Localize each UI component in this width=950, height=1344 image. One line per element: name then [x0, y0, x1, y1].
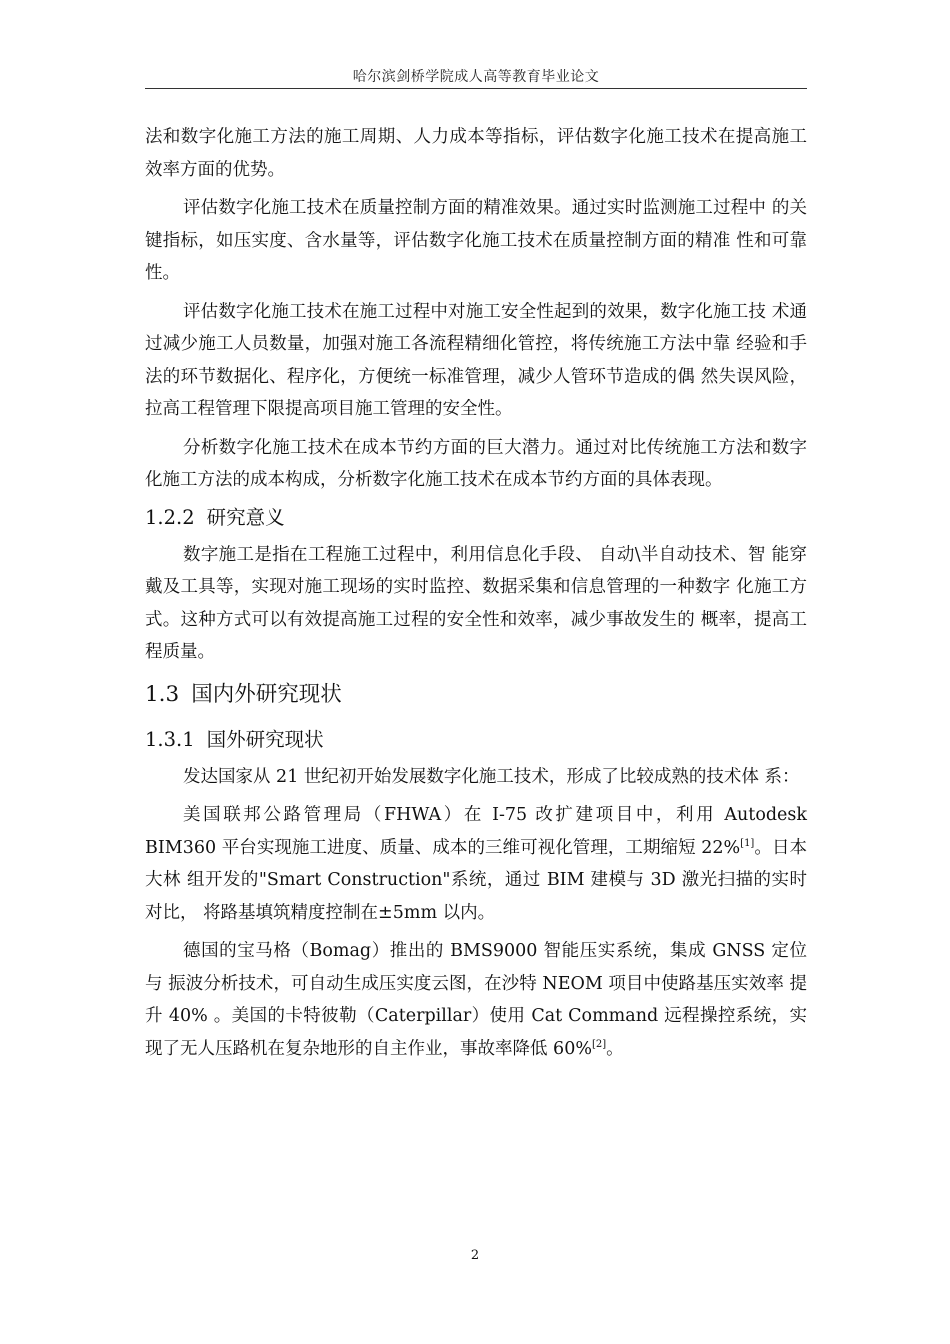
- section-heading-1-2-2: [145, 499, 807, 537]
- section-title: 国外研究现状: [206, 727, 324, 751]
- header-rule: [145, 88, 807, 89]
- paragraph-text: 德国的宝马格（Bomag）推出的 BMS9000 智能压实系统，集成 GNSS 定位与 振波分析技术，可自动生成压实度云图，在沙特 NEOM 项目中使路基压实效率 提升 40% 。美国的卡特彼勒（Caterpillar）使用 Cat Command 远程操控系统，实 现了无人压路机在复杂地形的自主作业，事故率降低 60%: [145, 941, 807, 1059]
- paragraph-text: 美国联邦公路管理局（FHWA）在 I-75 改扩建项目中，利用 Autodesk BIM360 平台实现施工进度、质量、成本的三维可视化管理，工期缩短 22%: [145, 805, 807, 858]
- paragraph-foreign-germany-us: [145, 935, 807, 1065]
- section-title: 国内外研究现状: [191, 681, 342, 707]
- citation-ref: [2]: [591, 1038, 607, 1050]
- paragraph-foreign-intro: 发达国家从 21 世纪初开始发展数字化施工技术，形成了比较成熟的技术体 系：: [183, 766, 800, 787]
- paragraph-text: 。: [606, 1038, 624, 1059]
- section-heading-1-3: [145, 675, 807, 715]
- page-number: 2: [470, 1248, 480, 1263]
- document-body: [145, 121, 807, 1065]
- paragraph-significance: 数字施工是指在工程施工过程中，利用信息化手段、 自动\半自动技术、智 能穿戴及工具等，实现对施工现场的实时监控、数据采集和信息管理的一种数字 化施工方式。这种方式可以有效提高施工过程的安全性和效率，减少事故发生的 概率，提高工程质量。: [145, 544, 807, 662]
- paragraph-foreign-us-japan: [145, 799, 807, 929]
- section-heading-1-3-1: [145, 721, 807, 759]
- paragraph-safety: 评估数字化施工技术在施工过程中对施工安全性起到的效果，数字化施工技 术通过减少施工人员数量，加强对施工各流程精细化管控，将传统施工方法中靠 经验和手法的环节数据化、程序化，方便统一标准管理，减少人管环节造成的偶 然失误风险，拉高工程管理下限提高项目施工管理的安全性。: [145, 301, 807, 419]
- section-number: 1.3.1: [145, 727, 195, 751]
- section-number: 1.3: [145, 681, 180, 707]
- section-number: 1.2.2: [145, 505, 195, 529]
- paragraph-cost: 分析数字化施工技术在成本节约方面的巨大潜力。通过对比传统施工方法和数字化施工方法的成本构成，分析数字化施工技术在成本节约方面的具体表现。: [145, 437, 807, 490]
- page-header: 哈尔滨剑桥学院成人高等教育毕业论文: [352, 69, 600, 85]
- citation-ref: [1]: [740, 837, 755, 849]
- paragraph-quality: 评估数字化施工技术在质量控制方面的精准效果。通过实时监测施工过程中 的关键指标，如压实度、含水量等，评估数字化施工技术在质量控制方面的精准 性和可靠性。: [145, 198, 807, 283]
- section-title: 研究意义: [206, 505, 285, 529]
- paragraph-text: 。日本大林 组开发的"Smart Construction"系统，通过 BIM 建模与 3D 激光扫描的实时对比， 将路基填筑精度控制在±5mm 以内。: [145, 837, 808, 923]
- paragraph-continued: 法和数字化施工方法的施工周期、人力成本等指标，评估数字化施工技术在提高施工效率方面的优势。: [145, 127, 807, 180]
